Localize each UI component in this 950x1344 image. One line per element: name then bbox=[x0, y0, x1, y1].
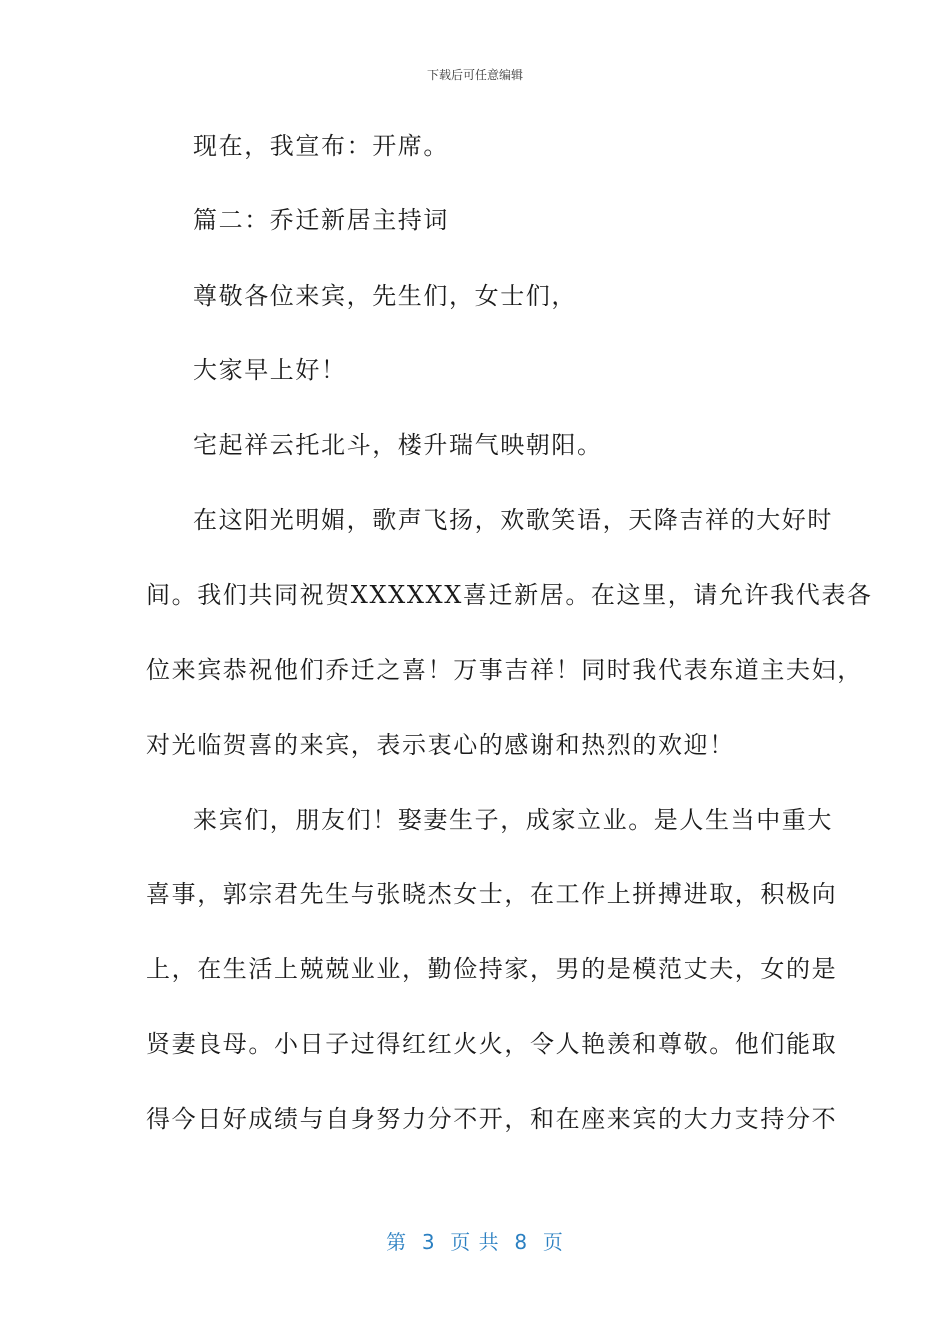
text-line: 现在，我宣布：开席。 bbox=[193, 132, 449, 160]
text-line: 得今日好成绩与自身努力分不开，和在座来宾的大力支持分不 bbox=[146, 1105, 838, 1133]
text-line: 喜事，郭宗君先生与张晓杰女士，在工作上拼搏进取，积极向 bbox=[146, 880, 838, 908]
text-line: 对光临贺喜的来宾，表示衷心的感谢和热烈的欢迎！ bbox=[146, 731, 735, 759]
page-header-note: 下载后可任意编辑 bbox=[426, 68, 523, 82]
text-line: 位来宾恭祝他们乔迁之喜！万事吉祥！同时我代表东道主夫妇， bbox=[146, 656, 863, 684]
text-line: 上，在生活上兢兢业业，勤俭持家，男的是模范丈夫，女的是 bbox=[146, 955, 838, 983]
text-line: 宅起祥云托北斗，楼升瑞气映朝阳。 bbox=[193, 431, 603, 459]
text-line: 间。我们共同祝贺XXXXXX喜迁新居。在这里，请允许我代表各 bbox=[146, 581, 873, 609]
text-line: 贤妻良母。小日子过得红红火火，令人艳羡和尊敬。他们能取 bbox=[146, 1030, 838, 1058]
text-line: 来宾们，朋友们！娶妻生子，成家立业。是人生当中重大 bbox=[193, 806, 833, 834]
text-line: 尊敬各位来宾，先生们，女士们， bbox=[193, 282, 577, 310]
page-number-footer: 第 3 页 共 8 页 bbox=[386, 1230, 564, 1254]
text-line: 大家早上好！ bbox=[193, 356, 347, 384]
text-line: 在这阳光明媚，歌声飞扬，欢歌笑语，天降吉祥的大好时 bbox=[193, 506, 833, 534]
section-title: 篇二：乔迁新居主持词 bbox=[193, 206, 449, 234]
